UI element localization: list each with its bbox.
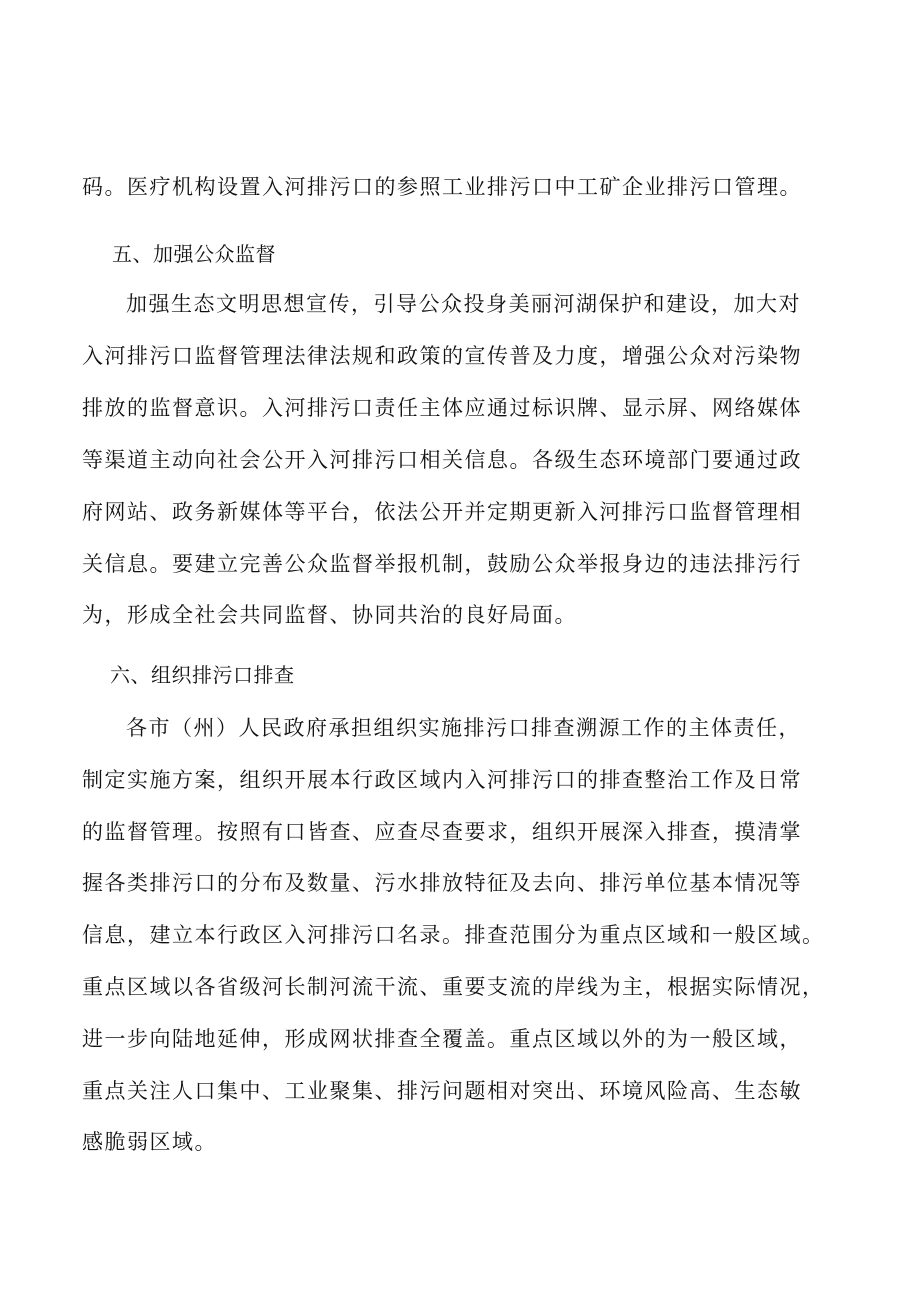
- paragraph-line: 信息，建立本行政区入河排污口名录。排查范围分为重点区域和一般区域。: [82, 923, 825, 947]
- paragraph-line: 排放的监督意识。入河排污口责任主体应通过标识牌、显示屏、网络媒体: [82, 396, 802, 420]
- paragraph-line: 关信息。要建立完善公众监督举报机制，鼓励公众举报身边的违法排污行: [82, 552, 802, 576]
- paragraph-line: 为，形成全社会共同监督、协同共治的良好局面。: [82, 603, 577, 627]
- paragraph-line: 进一步向陆地延伸，形成网状排查全覆盖。重点区域以外的为一般区域，: [82, 1027, 802, 1051]
- paragraph-line: 重点关注人口集中、工业聚集、排污问题相对突出、环境风险高、生态敏: [82, 1079, 802, 1103]
- paragraph-line: 加强生态文明思想宣传，引导公众投身美丽河湖保护和建设，加大对: [126, 292, 801, 316]
- section-5-heading: 五、加强公众监督: [112, 242, 276, 266]
- section-6-heading: 六、组织排污口排查: [110, 663, 295, 687]
- paragraph-line: 重点区域以各省级河长制河流干流、重要支流的岸线为主，根据实际情况，: [82, 975, 825, 999]
- paragraph-line: 府网站、政务新媒体等平台，依法公开并定期更新入河排污口监督管理相: [82, 500, 802, 524]
- paragraph-line: 入河排污口监督管理法律法规和政策的宣传普及力度，增强公众对污染物: [82, 344, 802, 368]
- paragraph-line: 的监督管理。按照有口皆查、应查尽查要求，组织开展深入排查，摸清掌: [82, 820, 802, 844]
- paragraph-line: 各市（州）人民政府承担组织实施排污口排查溯源工作的主体责任，: [126, 716, 801, 740]
- paragraph-line: 等渠道主动向社会公开入河排污口相关信息。各级生态环境部门要通过政: [82, 448, 802, 472]
- paragraph-line: 感脆弱区域。: [82, 1130, 217, 1154]
- paragraph-line: 握各类排污口的分布及数量、污水排放特征及去向、排污单位基本情况等: [82, 871, 802, 895]
- paragraph-line: 制定实施方案，组织开展本行政区域内入河排污口的排查整治工作及日常: [82, 768, 802, 792]
- continuation-text: 码。医疗机构设置入河排污口的参照工业排污口中工矿企业排污口管理。: [82, 175, 802, 199]
